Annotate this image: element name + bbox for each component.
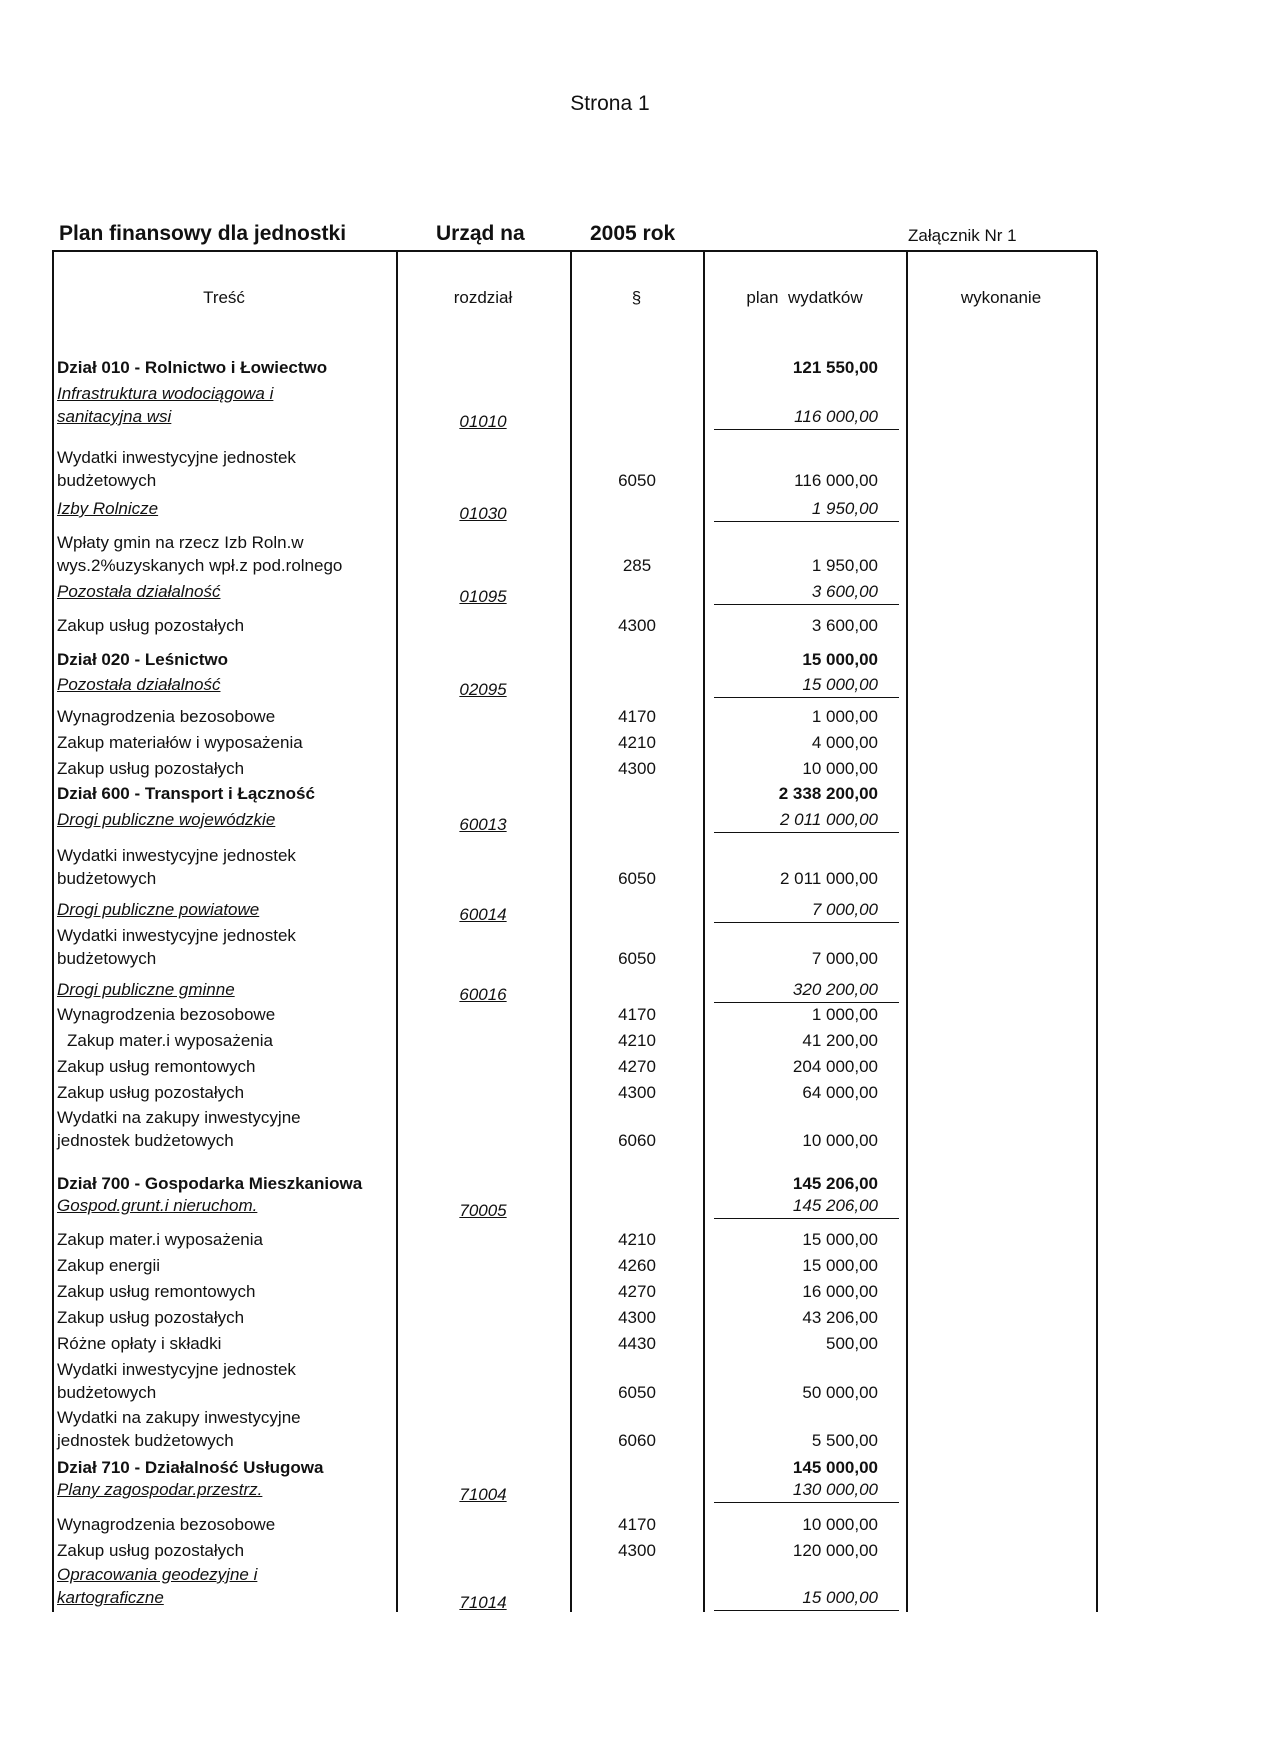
row-description: Wydatki inwestycyjne jednostek bbox=[57, 1360, 296, 1379]
row-description: wys.2%uzyskanych wpł.z pod.rolnego bbox=[57, 556, 343, 575]
row-description: Pozostała działalność bbox=[57, 675, 221, 694]
table-border-left bbox=[52, 251, 54, 1612]
column-header-paragraph: § bbox=[631, 288, 642, 307]
row-description: kartograficzne bbox=[57, 1588, 164, 1607]
row-paragraph-code: 4300 bbox=[618, 1541, 656, 1560]
row-description: jednostek budżetowych bbox=[57, 1431, 234, 1450]
row-description: Dział 710 - Działalność Usługowa bbox=[57, 1458, 324, 1477]
row-paragraph-code: 4260 bbox=[618, 1256, 656, 1275]
row-description: Wydatki na zakupy inwestycyjne bbox=[57, 1408, 301, 1427]
column-header-executed: wykonanie bbox=[960, 288, 1042, 307]
column-header-planned: plan wydatków bbox=[746, 288, 863, 307]
row-description: Zakup mater.i wyposażenia bbox=[67, 1031, 273, 1050]
row-description: Wydatki inwestycyjne jednostek bbox=[57, 846, 296, 865]
row-description: Infrastruktura wodociągowa i bbox=[57, 384, 274, 403]
row-chapter-code: 60016 bbox=[459, 985, 507, 1004]
row-chapter-code: 01095 bbox=[459, 587, 507, 606]
row-description: Gospod.grunt.i nieruchom. bbox=[57, 1196, 258, 1215]
column-divider-3 bbox=[703, 251, 705, 1612]
row-planned-amount: 50 000,00 bbox=[802, 1383, 878, 1402]
row-chapter-code: 60014 bbox=[459, 905, 507, 924]
row-paragraph-code: 4300 bbox=[618, 1083, 656, 1102]
row-planned-amount: 10 000,00 bbox=[802, 1515, 878, 1534]
row-paragraph-code: 4170 bbox=[618, 1515, 656, 1534]
subtotal-rule bbox=[714, 922, 899, 923]
row-planned-amount: 116 000,00 bbox=[794, 407, 878, 426]
row-planned-amount: 15 000,00 bbox=[802, 650, 878, 669]
subtotal-rule bbox=[714, 1218, 899, 1219]
row-planned-amount: 204 000,00 bbox=[792, 1057, 878, 1076]
row-description: Wydatki inwestycyjne jednostek bbox=[57, 448, 296, 467]
row-planned-amount: 1 000,00 bbox=[811, 1005, 878, 1024]
row-chapter-code: 01030 bbox=[459, 504, 507, 523]
row-description: Zakup usług pozostałych bbox=[57, 759, 245, 778]
row-paragraph-code: 6050 bbox=[618, 1383, 656, 1402]
row-planned-amount: 1 950,00 bbox=[811, 556, 878, 575]
row-planned-amount: 130 000,00 bbox=[792, 1480, 878, 1499]
row-planned-amount: 15 000,00 bbox=[802, 1588, 878, 1607]
row-chapter-code: 60013 bbox=[459, 815, 507, 834]
row-description: Drogi publiczne wojewódzkie bbox=[57, 810, 276, 829]
row-planned-amount: 15 000,00 bbox=[802, 1230, 878, 1249]
row-planned-amount: 320 200,00 bbox=[792, 980, 878, 999]
row-description: budżetowych bbox=[57, 949, 157, 968]
row-description: Zakup usług pozostałych bbox=[57, 1541, 245, 1560]
row-description: Dział 700 - Gospodarka Mieszkaniowa bbox=[57, 1174, 363, 1193]
row-description: Wydatki na zakupy inwestycyjne bbox=[57, 1108, 301, 1127]
row-description: Wydatki inwestycyjne jednostek bbox=[57, 926, 296, 945]
row-paragraph-code: 6050 bbox=[618, 471, 656, 490]
row-description: Dział 020 - Leśnictwo bbox=[57, 650, 228, 669]
row-description: Zakup mater.i wyposażenia bbox=[57, 1230, 263, 1249]
column-divider-1 bbox=[396, 251, 398, 1612]
row-description: Wynagrodzenia bezosobowe bbox=[57, 707, 276, 726]
document-title: Plan finansowy dla jednostki bbox=[59, 222, 347, 245]
row-chapter-code: 71004 bbox=[459, 1485, 507, 1504]
row-paragraph-code: 4210 bbox=[618, 1230, 656, 1249]
subtotal-rule bbox=[714, 604, 899, 605]
row-paragraph-code: 285 bbox=[622, 556, 652, 575]
row-chapter-code: 02095 bbox=[459, 680, 507, 699]
subtotal-rule bbox=[714, 521, 899, 522]
row-planned-amount: 3 600,00 bbox=[811, 616, 878, 635]
row-planned-amount: 41 200,00 bbox=[802, 1031, 878, 1050]
row-paragraph-code: 4300 bbox=[618, 759, 656, 778]
row-description: Drogi publiczne gminne bbox=[57, 980, 235, 999]
row-paragraph-code: 4300 bbox=[618, 1308, 656, 1327]
row-planned-amount: 116 000,00 bbox=[794, 471, 878, 490]
row-description: Wynagrodzenia bezosobowe bbox=[57, 1515, 276, 1534]
table-border-right bbox=[1096, 251, 1098, 1612]
column-divider-4 bbox=[906, 251, 908, 1612]
row-planned-amount: 2 011 000,00 bbox=[780, 869, 878, 888]
row-chapter-code: 01010 bbox=[459, 412, 507, 431]
row-paragraph-code: 4170 bbox=[618, 707, 656, 726]
row-planned-amount: 3 600,00 bbox=[811, 582, 878, 601]
row-chapter-code: 70005 bbox=[459, 1201, 507, 1220]
row-description: Drogi publiczne powiatowe bbox=[57, 900, 260, 919]
row-description: budżetowych bbox=[57, 869, 157, 888]
page-number: Strona 1 bbox=[570, 92, 650, 115]
row-description: Dział 600 - Transport i Łączność bbox=[57, 784, 315, 803]
row-paragraph-code: 4430 bbox=[618, 1334, 656, 1353]
subtotal-rule bbox=[714, 1502, 899, 1503]
column-header-chapter: rozdział bbox=[453, 288, 513, 307]
row-description: budżetowych bbox=[57, 471, 157, 490]
row-paragraph-code: 4270 bbox=[618, 1282, 656, 1301]
row-paragraph-code: 4270 bbox=[618, 1057, 656, 1076]
row-paragraph-code: 6060 bbox=[618, 1131, 656, 1150]
header-rule bbox=[52, 250, 1097, 252]
subtotal-rule bbox=[714, 832, 899, 833]
row-planned-amount: 500,00 bbox=[826, 1334, 878, 1353]
row-planned-amount: 145 206,00 bbox=[792, 1174, 878, 1193]
row-description: Opracowania geodezyjne i bbox=[57, 1565, 258, 1584]
row-planned-amount: 121 550,00 bbox=[792, 358, 878, 377]
row-planned-amount: 1 000,00 bbox=[811, 707, 878, 726]
row-planned-amount: 7 000,00 bbox=[811, 949, 878, 968]
row-description: Wpłaty gmin na rzecz Izb Roln.w bbox=[57, 533, 304, 552]
row-description: Zakup usług remontowych bbox=[57, 1282, 256, 1301]
row-planned-amount: 16 000,00 bbox=[802, 1282, 878, 1301]
row-planned-amount: 15 000,00 bbox=[802, 675, 878, 694]
row-planned-amount: 10 000,00 bbox=[802, 1131, 878, 1150]
row-description: Zakup usług pozostałych bbox=[57, 1083, 245, 1102]
subtotal-rule bbox=[714, 697, 899, 698]
row-paragraph-code: 6050 bbox=[618, 949, 656, 968]
row-planned-amount: 10 000,00 bbox=[802, 759, 878, 778]
row-paragraph-code: 6060 bbox=[618, 1431, 656, 1450]
row-paragraph-code: 4300 bbox=[618, 616, 656, 635]
row-chapter-code: 71014 bbox=[459, 1593, 507, 1612]
row-description: Zakup usług remontowych bbox=[57, 1057, 256, 1076]
row-paragraph-code: 4210 bbox=[618, 1031, 656, 1050]
row-description: Wynagrodzenia bezosobowe bbox=[57, 1005, 276, 1024]
subtotal-rule bbox=[714, 1610, 899, 1611]
column-divider-2 bbox=[570, 251, 572, 1612]
year-label: 2005 rok bbox=[590, 222, 676, 245]
row-paragraph-code: 4170 bbox=[618, 1005, 656, 1024]
row-planned-amount: 2 011 000,00 bbox=[780, 810, 878, 829]
row-description: Zakup energii bbox=[57, 1256, 161, 1275]
row-description: Zakup materiałów i wyposażenia bbox=[57, 733, 303, 752]
subtotal-rule bbox=[714, 429, 899, 430]
row-paragraph-code: 4210 bbox=[618, 733, 656, 752]
column-header-content: Treść bbox=[203, 288, 245, 307]
row-planned-amount: 145 000,00 bbox=[792, 1458, 878, 1477]
row-planned-amount: 15 000,00 bbox=[802, 1256, 878, 1275]
row-planned-amount: 120 000,00 bbox=[792, 1541, 878, 1560]
row-description: Różne opłaty i składki bbox=[57, 1334, 222, 1353]
row-planned-amount: 7 000,00 bbox=[811, 900, 878, 919]
annex-label: Załącznik Nr 1 bbox=[908, 226, 1017, 245]
row-planned-amount: 2 338 200,00 bbox=[778, 784, 878, 803]
row-planned-amount: 43 206,00 bbox=[802, 1308, 878, 1327]
row-description: sanitacyjna wsi bbox=[57, 407, 172, 426]
row-description: Zakup usług pozostałych bbox=[57, 1308, 245, 1327]
row-description: Izby Rolnicze bbox=[57, 499, 159, 518]
row-planned-amount: 64 000,00 bbox=[802, 1083, 878, 1102]
row-planned-amount: 5 500,00 bbox=[811, 1431, 878, 1450]
office-label: Urząd na bbox=[436, 222, 525, 245]
row-description: Pozostała działalność bbox=[57, 582, 221, 601]
row-paragraph-code: 6050 bbox=[618, 869, 656, 888]
row-description: Zakup usług pozostałych bbox=[57, 616, 245, 635]
row-description: Plany zagospodar.przestrz. bbox=[57, 1480, 263, 1499]
row-description: budżetowych bbox=[57, 1383, 157, 1402]
row-planned-amount: 4 000,00 bbox=[811, 733, 878, 752]
row-planned-amount: 145 206,00 bbox=[792, 1196, 878, 1215]
row-description: Dział 010 - Rolnictwo i Łowiectwo bbox=[57, 358, 328, 377]
row-description: jednostek budżetowych bbox=[57, 1131, 234, 1150]
row-planned-amount: 1 950,00 bbox=[811, 499, 878, 518]
